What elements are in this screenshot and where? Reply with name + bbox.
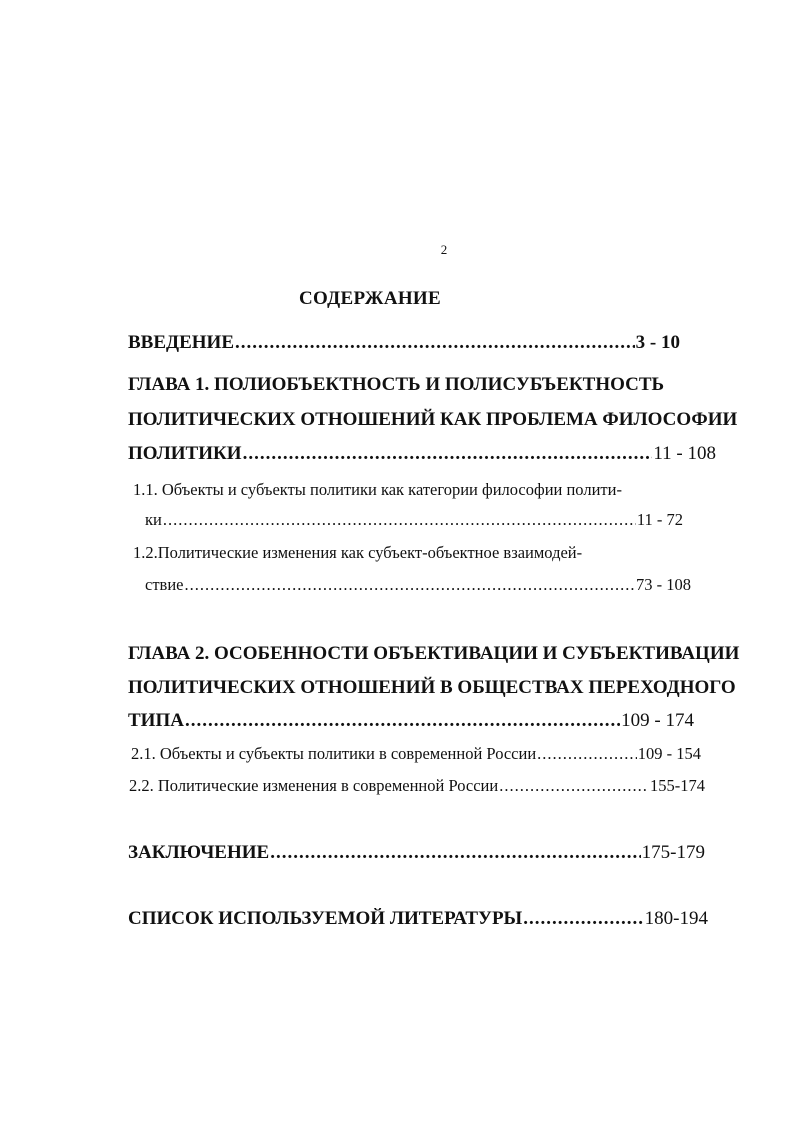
section-1-2-line2: ствие bbox=[145, 575, 184, 594]
toc-entry-conclusion[interactable] bbox=[128, 842, 705, 870]
section-1-1-line1[interactable]: 1.1. Объекты и субъекты политики как категории философии полити- bbox=[133, 480, 622, 499]
dot-leader bbox=[243, 443, 653, 465]
section-2-2-label: 2.2. Политические изменения в современной России bbox=[129, 776, 499, 795]
dot-leader bbox=[537, 744, 637, 764]
toc-entry-label: ЗАКЛЮЧЕНИЕ bbox=[128, 842, 270, 863]
page-number: 2 bbox=[440, 242, 448, 257]
toc-entry-pages: 175-179 bbox=[641, 842, 705, 863]
toc-entry-bibliography[interactable] bbox=[128, 908, 708, 936]
toc-entry-pages: 11 - 108 bbox=[653, 443, 716, 464]
toc-entry-label: ВВЕДЕНИЕ bbox=[128, 332, 234, 353]
toc-entry-section-2-2[interactable] bbox=[129, 776, 705, 804]
toc-entry-label: СПИСОК ИСПОЛЬЗУЕМОЙ ЛИТЕРАТУРЫ bbox=[128, 908, 523, 929]
dot-leader bbox=[185, 710, 620, 732]
dot-leader bbox=[235, 332, 635, 354]
chapter1-title-line2[interactable]: ПОЛИТИЧЕСКИХ ОТНОШЕНИЙ КАК ПРОБЛЕМА ФИЛОСОФИИ bbox=[128, 409, 738, 430]
toc-entry-pages: 180-194 bbox=[644, 908, 708, 929]
dot-leader bbox=[523, 908, 643, 930]
toc-entry-pages: 109 - 174 bbox=[621, 710, 694, 731]
toc-entry-pages: 11 - 72 bbox=[636, 510, 683, 529]
chapter1-title-line1[interactable]: ГЛАВА 1. ПОЛИОБЪЕКТНОСТЬ И ПОЛИСУБЪЕКТНОСТЬ bbox=[128, 374, 665, 395]
toc-entry-section-1-2[interactable] bbox=[145, 575, 691, 603]
section-2-1-label: 2.1. Объекты и субъекты политики в современной России bbox=[131, 744, 537, 763]
toc-entry-pages: 109 - 154 bbox=[637, 744, 701, 763]
dot-leader bbox=[499, 776, 649, 796]
toc-entry-intro[interactable] bbox=[128, 332, 680, 360]
toc-entry-chapter1[interactable] bbox=[128, 443, 716, 471]
dot-leader bbox=[184, 575, 635, 595]
chapter1-title-line3: ПОЛИТИКИ bbox=[128, 443, 242, 464]
chapter2-title-line1[interactable]: ГЛАВА 2. ОСОБЕННОСТИ ОБЪЕКТИВАЦИИ И СУБЪЕКТИВАЦИИ bbox=[128, 643, 740, 664]
toc-entry-chapter2[interactable] bbox=[128, 710, 694, 738]
toc-entry-pages: 3 - 10 bbox=[635, 332, 680, 353]
section-1-2-line1[interactable]: 1.2.Политические изменения как субъект-объектное взаимодей- bbox=[133, 543, 583, 562]
toc-entry-pages: 155-174 bbox=[650, 776, 705, 795]
chapter2-title-line3: ТИПА bbox=[128, 710, 184, 731]
dot-leader bbox=[163, 510, 636, 530]
toc-title: СОДЕРЖАНИЕ bbox=[299, 288, 441, 309]
section-1-1-line2: ки bbox=[145, 510, 162, 529]
toc-entry-section-1-1[interactable] bbox=[145, 510, 683, 538]
toc-entry-section-2-1[interactable] bbox=[131, 744, 701, 772]
chapter2-title-line2[interactable]: ПОЛИТИЧЕСКИХ ОТНОШЕНИЙ В ОБЩЕСТВАХ ПЕРЕХОДНОГО bbox=[128, 677, 736, 698]
dot-leader bbox=[270, 842, 640, 864]
toc-entry-pages: 73 - 108 bbox=[636, 575, 691, 594]
